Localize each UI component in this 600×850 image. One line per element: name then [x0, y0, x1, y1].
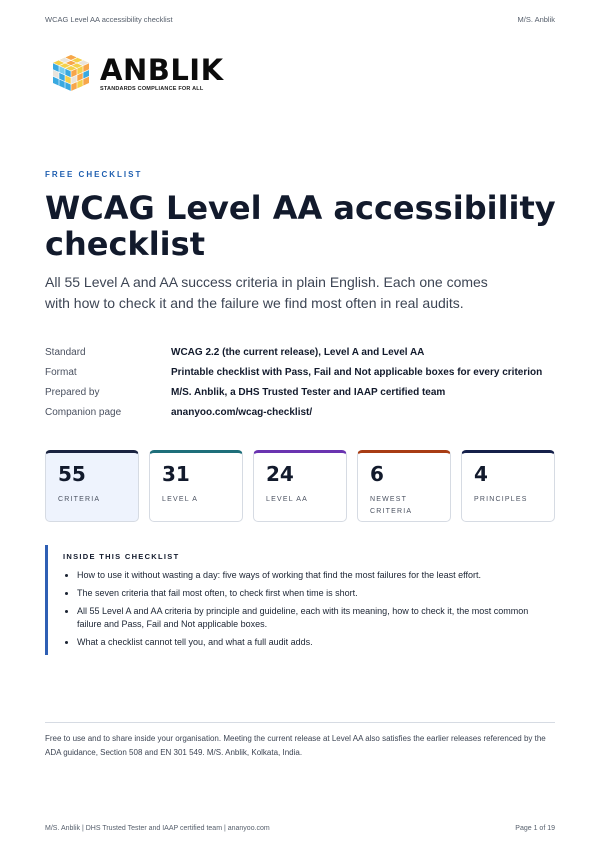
list-item: • The seven criteria that fail most often, to check first when time is short. — [77, 587, 555, 600]
list-item: • What a checklist cannot tell you, and what a full audit adds. — [77, 636, 555, 649]
meta-value: Printable checklist with Pass, Fail and Not applicable boxes for every criterion — [171, 366, 543, 378]
rubiks-cube-logo-icon — [50, 52, 92, 94]
document-meta-table — [45, 342, 565, 422]
stat-card-level-a — [149, 450, 243, 522]
stat-number: 24 — [266, 462, 294, 486]
divider — [45, 722, 555, 723]
stat-number: 6 — [370, 462, 384, 486]
logo-tagline: STANDARDS COMPLIANCE FOR ALL — [100, 85, 204, 92]
callout-heading: INSIDE THIS CHECKLIST — [63, 552, 180, 561]
logo-wordmark: ANBLIK — [100, 52, 224, 87]
stat-card-newest-criteria — [357, 450, 451, 522]
stat-label: LEVEL AA — [266, 496, 309, 503]
usage-footnote: Free to use and to share inside your organisation. Meeting the current release at Level AA also satisfies the earlier releases referenced by the ADA guidance, Section 508 and EN 301 549. M/S. Anblik, Kolkata, India. — [45, 734, 546, 757]
meta-label: Companion page — [45, 406, 122, 418]
page-footer — [45, 825, 555, 832]
running-header-title: WCAG Level AA accessibility checklist — [45, 15, 173, 24]
stat-number: 55 — [58, 462, 86, 486]
running-header — [45, 15, 555, 24]
meta-row-companion-page — [45, 402, 565, 422]
meta-row-format — [45, 362, 565, 382]
stat-card-level-aa — [253, 450, 347, 522]
meta-label: Format — [45, 366, 77, 378]
companion-page-link[interactable]: ananyoo.com/wcag-checklist/ — [171, 406, 313, 418]
page-number: Page 1 of 19 — [515, 825, 555, 832]
page-title: WCAG Level AA accessibility checklist — [45, 189, 556, 263]
meta-value: WCAG 2.2 (the current release), Level A and Level AA — [171, 346, 425, 358]
meta-row-prepared-by — [45, 382, 565, 402]
page-subtitle: All 55 Level A and AA success criteria in plain English. Each one comes with how to check it and the failure we find most often in real audits. — [45, 274, 488, 311]
footer-credits: M/S. Anblik | DHS Trusted Tester and IAAP certified team | ananyoo.com — [45, 825, 270, 832]
meta-value: M/S. Anblik, a DHS Trusted Tester and IAAP certified team — [171, 386, 446, 398]
inside-this-checklist-callout — [45, 545, 555, 655]
meta-label: Standard — [45, 346, 86, 358]
contents-list — [63, 569, 555, 649]
stat-label: NEWEST CRITERIA — [370, 496, 413, 515]
anblik-logo — [50, 52, 224, 94]
list-item: • All 55 Level A and AA criteria by principle and guideline, each with its meaning, how to check it, the most common failure and Pass, Fail and Not applicable boxes. — [77, 605, 555, 631]
stat-label: CRITERIA — [58, 496, 101, 503]
stat-card-criteria — [45, 450, 139, 522]
stat-label: LEVEL A — [162, 496, 199, 503]
stat-number: 4 — [474, 462, 488, 486]
stat-number: 31 — [162, 462, 190, 486]
meta-row-standard — [45, 342, 565, 362]
list-item: • How to use it without wasting a day: five ways of working that find the most failures for the least effort. — [77, 569, 555, 582]
running-header-author: M/S. Anblik — [517, 15, 555, 24]
stat-cards — [45, 450, 555, 522]
eyebrow-label: FREE CHECKLIST — [45, 170, 143, 179]
stat-label: PRINCIPLES — [474, 496, 528, 503]
stat-card-principles — [461, 450, 555, 522]
meta-label: Prepared by — [45, 386, 100, 398]
